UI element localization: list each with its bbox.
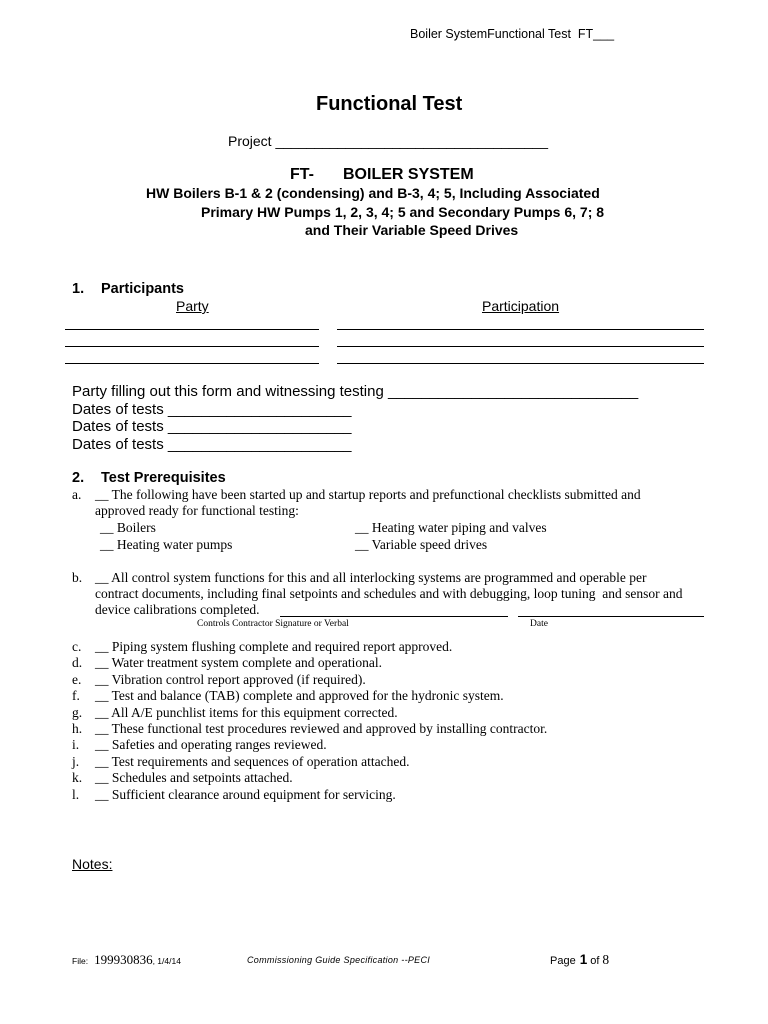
system-name: BOILER SYSTEM — [343, 166, 474, 183]
test-date-blank: ______________________ — [167, 436, 352, 453]
prerequisite-item — [72, 754, 409, 770]
item-text-continued: contract documents, including final setpoints and schedules and with debugging, loop tuning and sensor and — [95, 586, 683, 601]
item-letter: b. — [72, 570, 83, 585]
item-letter: f. — [72, 688, 80, 703]
participation-column-header: Participation — [482, 298, 560, 314]
item-text: __ Schedules and setpoints attached. — [95, 770, 293, 785]
participation-blank-line — [337, 363, 704, 364]
item-text-continued: approved ready for functional testing: — [95, 503, 299, 518]
file-number: 199930836 — [94, 952, 153, 967]
party-blank-line — [65, 363, 319, 364]
file-label: File: — [72, 956, 89, 966]
party-blank-line — [65, 329, 319, 330]
item-text-continued: device calibrations completed. — [95, 602, 260, 617]
page-total: 8 — [602, 952, 610, 967]
section-title: Participants — [101, 281, 184, 297]
section-number: 2. — [72, 470, 85, 486]
item-letter: c. — [72, 639, 82, 654]
subtitle-line: and Their Variable Speed Drives — [305, 222, 519, 238]
page-number: 1 — [579, 952, 588, 967]
item-text: __ The following have been started up and startup reports and prefunctional checklists submitted and — [95, 487, 641, 502]
test-date-field — [72, 401, 351, 418]
footer-file-info — [72, 952, 181, 969]
project-label: Project — [228, 133, 272, 149]
item-letter: e. — [72, 672, 82, 687]
item-letter: i. — [72, 737, 80, 752]
test-date-label: Dates of tests — [72, 401, 164, 418]
checklist-entry-drives: __ Variable speed drives — [355, 537, 488, 552]
item-letter: g. — [72, 705, 83, 720]
party-blank-line — [65, 346, 319, 347]
prerequisites-heading — [72, 469, 226, 487]
item-letter: l. — [72, 787, 80, 802]
test-date-label: Dates of tests — [72, 418, 164, 435]
signature-line — [280, 616, 508, 617]
prerequisite-item-a — [72, 487, 641, 503]
party-column-header: Party — [176, 298, 209, 314]
prerequisite-item — [72, 705, 398, 721]
item-letter: a. — [72, 487, 82, 502]
checklist-entry-boilers: __ Boilers — [100, 520, 156, 535]
subtitle-line: Primary HW Pumps 1, 2, 3, 4; 5 and Secondary Pumps 6, 7; 8 — [201, 204, 605, 220]
item-text: __ These functional test procedures reviewed and approved by installing contractor. — [95, 721, 548, 736]
page-of-label: of — [590, 955, 600, 967]
item-text: __ Test requirements and sequences of operation attached. — [95, 754, 410, 769]
participants-heading — [72, 280, 184, 298]
item-letter: d. — [72, 655, 83, 670]
test-date-blank: ______________________ — [167, 418, 352, 435]
prerequisite-item — [72, 672, 366, 688]
page-label: Page — [550, 955, 576, 967]
item-text: __ All A/E punchlist items for this equipment corrected. — [95, 705, 398, 720]
checklist-entry-piping: __ Heating water piping and valves — [355, 520, 547, 535]
test-date-field — [72, 436, 351, 453]
test-date-label: Dates of tests — [72, 436, 164, 453]
item-text: __ Water treatment system complete and operational. — [95, 655, 382, 670]
item-letter: h. — [72, 721, 83, 736]
participation-blank-line — [337, 346, 704, 347]
prerequisite-item — [72, 721, 547, 737]
footer-spec-title: Commissioning Guide Specification --PECI — [247, 955, 431, 965]
item-letter: j. — [72, 754, 80, 769]
system-code: FT- — [290, 166, 314, 183]
item-text: __ Test and balance (TAB) complete and approved for the hydronic system. — [95, 688, 504, 703]
item-text: __ Safeties and operating ranges reviewed. — [95, 737, 327, 752]
page-indicator — [550, 952, 609, 969]
running-header: Boiler SystemFunctional Test FT___ — [410, 27, 615, 41]
subtitle-line: HW Boilers B-1 & 2 (condensing) and B-3, 4; 5, Including Associated — [146, 185, 600, 201]
page-title: Functional Test — [316, 93, 463, 115]
item-letter: k. — [72, 770, 83, 785]
prerequisite-item-b — [72, 570, 647, 586]
item-text: __ Vibration control report approved (if required). — [95, 672, 366, 687]
notes-label: Notes: — [72, 856, 113, 872]
item-text: __ Piping system flushing complete and required report approved. — [95, 639, 453, 654]
date-line — [518, 616, 704, 617]
item-text: __ All control system functions for this and all interlocking systems are programmed and operable per — [95, 570, 647, 585]
signature-caption: Controls Contractor Signature or Verbal — [197, 619, 349, 629]
witness-blank: ______________________________ — [388, 383, 639, 400]
prerequisite-item — [72, 639, 452, 655]
test-date-field — [72, 418, 351, 435]
project-blank: ___________________________________ — [275, 133, 548, 149]
prerequisite-item — [72, 787, 396, 803]
witness-field — [72, 383, 638, 400]
witness-label: Party filling out this form and witnessing testing — [72, 383, 384, 400]
test-date-blank: ______________________ — [167, 401, 352, 418]
prerequisite-item — [72, 737, 327, 753]
section-number: 1. — [72, 281, 85, 297]
prerequisite-item — [72, 770, 293, 786]
item-text: __ Sufficient clearance around equipment for servicing. — [95, 787, 396, 802]
prerequisite-item — [72, 655, 382, 671]
file-date: , 1/4/14 — [152, 956, 181, 966]
date-caption: Date — [530, 619, 548, 629]
participation-blank-line — [337, 329, 704, 330]
checklist-entry-pumps: __ Heating water pumps — [100, 537, 233, 552]
section-title: Test Prerequisites — [101, 470, 226, 486]
project-field — [228, 133, 548, 150]
prerequisite-item — [72, 688, 504, 704]
